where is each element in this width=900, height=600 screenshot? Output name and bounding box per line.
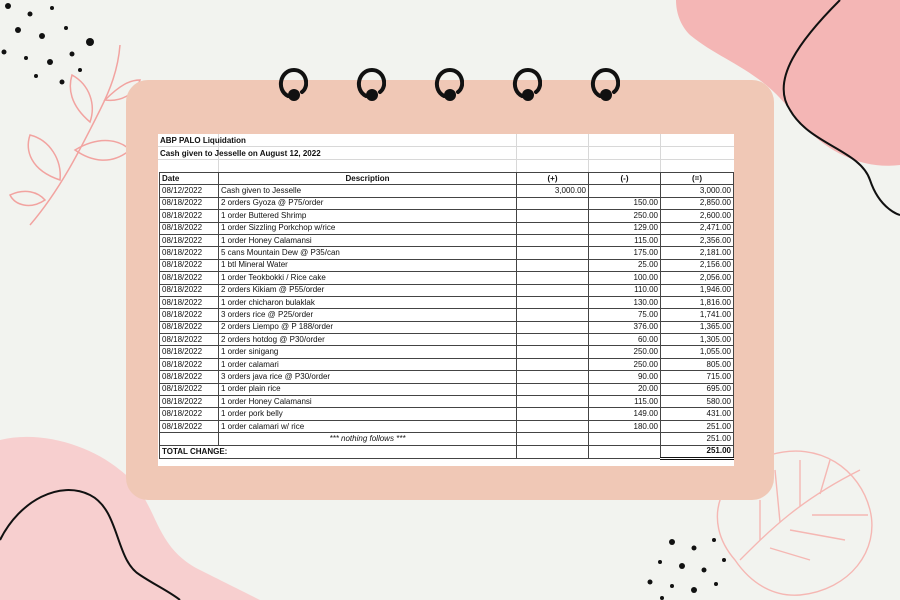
row-description: 1 order sinigang bbox=[219, 346, 517, 358]
table-row bbox=[160, 197, 734, 209]
row-minus bbox=[589, 185, 661, 197]
table-row bbox=[160, 358, 734, 370]
total-change-minus bbox=[589, 445, 661, 458]
row-balance: 2,600.00 bbox=[661, 210, 734, 222]
nothing-follows-row bbox=[160, 433, 734, 445]
row-balance: 580.00 bbox=[661, 396, 734, 408]
binder-ring-icon bbox=[356, 64, 386, 104]
row-plus: 3,000.00 bbox=[517, 185, 589, 197]
row-date: 08/18/2022 bbox=[160, 234, 219, 246]
row-plus bbox=[517, 296, 589, 308]
ledger-body bbox=[160, 185, 734, 459]
row-minus: 250.00 bbox=[589, 210, 661, 222]
nothing-follows-plus bbox=[517, 433, 589, 445]
row-plus bbox=[517, 321, 589, 333]
row-minus: 25.00 bbox=[589, 259, 661, 271]
row-balance: 2,356.00 bbox=[661, 234, 734, 246]
table-row bbox=[160, 247, 734, 259]
table-row bbox=[160, 210, 734, 222]
row-plus bbox=[517, 247, 589, 259]
row-date: 08/18/2022 bbox=[160, 296, 219, 308]
nothing-follows-minus bbox=[589, 433, 661, 445]
row-minus: 150.00 bbox=[589, 197, 661, 209]
table-row bbox=[160, 272, 734, 284]
table-row bbox=[160, 259, 734, 271]
row-balance: 2,156.00 bbox=[661, 259, 734, 271]
leaf-branch-left bbox=[10, 45, 140, 225]
row-plus bbox=[517, 371, 589, 383]
row-date: 08/18/2022 bbox=[160, 334, 219, 346]
row-balance: 695.00 bbox=[661, 383, 734, 395]
table-row bbox=[160, 222, 734, 234]
row-balance: 2,471.00 bbox=[661, 222, 734, 234]
nothing-follows-balance: 251.00 bbox=[661, 433, 734, 445]
column-header-balance: (=) bbox=[661, 173, 734, 185]
total-change-plus bbox=[517, 445, 589, 458]
total-change-row bbox=[160, 445, 734, 458]
row-minus: 130.00 bbox=[589, 296, 661, 308]
row-plus bbox=[517, 396, 589, 408]
row-balance: 1,741.00 bbox=[661, 309, 734, 321]
column-header-plus: (+) bbox=[517, 173, 589, 185]
header-row bbox=[160, 173, 734, 185]
row-description: 1 order Teokbokki / Rice cake bbox=[219, 272, 517, 284]
table-row bbox=[160, 383, 734, 395]
row-minus: 250.00 bbox=[589, 358, 661, 370]
row-date: 08/18/2022 bbox=[160, 346, 219, 358]
row-minus: 115.00 bbox=[589, 234, 661, 246]
row-description: 1 btl Mineral Water bbox=[219, 259, 517, 271]
row-plus bbox=[517, 383, 589, 395]
row-description: 5 cans Mountain Dew @ P35/can bbox=[219, 247, 517, 259]
row-plus bbox=[517, 210, 589, 222]
row-description: 2 orders hotdog @ P30/order bbox=[219, 334, 517, 346]
row-date: 08/18/2022 bbox=[160, 210, 219, 222]
row-plus bbox=[517, 420, 589, 432]
row-date: 08/18/2022 bbox=[160, 396, 219, 408]
row-description: 1 order calamari bbox=[219, 358, 517, 370]
row-balance: 1,365.00 bbox=[661, 321, 734, 333]
row-description: 1 order pork belly bbox=[219, 408, 517, 420]
table-row bbox=[160, 284, 734, 296]
row-date: 08/18/2022 bbox=[160, 259, 219, 271]
row-minus: 149.00 bbox=[589, 408, 661, 420]
row-balance: 2,181.00 bbox=[661, 247, 734, 259]
row-description: 1 order Honey Calamansi bbox=[219, 396, 517, 408]
row-description: 1 order calamari w/ rice bbox=[219, 420, 517, 432]
row-minus: 100.00 bbox=[589, 272, 661, 284]
table-row bbox=[160, 346, 734, 358]
row-balance: 251.00 bbox=[661, 420, 734, 432]
table-row bbox=[160, 321, 734, 333]
row-description: 1 order chicharon bulaklak bbox=[219, 296, 517, 308]
column-header-date: Date bbox=[160, 173, 219, 185]
binder-ring-icon bbox=[434, 64, 464, 104]
row-minus: 175.00 bbox=[589, 247, 661, 259]
row-description: 3 orders java rice @ P30/order bbox=[219, 371, 517, 383]
sheet-subtitle: Cash given to Jesselle on August 12, 2022 bbox=[160, 149, 321, 158]
nothing-follows-date bbox=[160, 433, 219, 445]
row-date: 08/18/2022 bbox=[160, 358, 219, 370]
row-description: 2 orders Kikiam @ P55/order bbox=[219, 284, 517, 296]
row-date: 08/12/2022 bbox=[160, 185, 219, 197]
row-minus: 115.00 bbox=[589, 396, 661, 408]
row-minus: 90.00 bbox=[589, 371, 661, 383]
row-description: 3 orders rice @ P25/order bbox=[219, 309, 517, 321]
row-plus bbox=[517, 408, 589, 420]
row-plus bbox=[517, 284, 589, 296]
row-minus: 250.00 bbox=[589, 346, 661, 358]
row-plus bbox=[517, 197, 589, 209]
row-date: 08/18/2022 bbox=[160, 284, 219, 296]
row-minus: 376.00 bbox=[589, 321, 661, 333]
nothing-follows-note: *** nothing follows *** bbox=[219, 433, 517, 445]
row-balance: 2,056.00 bbox=[661, 272, 734, 284]
table-row bbox=[160, 309, 734, 321]
row-description: 1 order plain rice bbox=[219, 383, 517, 395]
row-minus: 110.00 bbox=[589, 284, 661, 296]
row-date: 08/18/2022 bbox=[160, 383, 219, 395]
row-minus: 129.00 bbox=[589, 222, 661, 234]
column-header-description: Description bbox=[219, 173, 517, 185]
row-description: 1 order Sizzling Porkchop w/rice bbox=[219, 222, 517, 234]
row-date: 08/18/2022 bbox=[160, 371, 219, 383]
row-minus: 60.00 bbox=[589, 334, 661, 346]
dots-bottom-right bbox=[648, 538, 727, 600]
row-plus bbox=[517, 309, 589, 321]
row-plus bbox=[517, 272, 589, 284]
table-row bbox=[160, 234, 734, 246]
row-date: 08/18/2022 bbox=[160, 309, 219, 321]
row-description: 1 order Honey Calamansi bbox=[219, 234, 517, 246]
column-header-minus: (-) bbox=[589, 173, 661, 185]
row-plus bbox=[517, 334, 589, 346]
row-balance: 1,816.00 bbox=[661, 296, 734, 308]
row-minus: 75.00 bbox=[589, 309, 661, 321]
row-description: 1 order Buttered Shrimp bbox=[219, 210, 517, 222]
binder-ring-icon bbox=[512, 64, 542, 104]
total-change-value: 251.00 bbox=[661, 445, 734, 458]
binder-ring-icon bbox=[278, 64, 308, 104]
row-plus bbox=[517, 346, 589, 358]
row-balance: 1,055.00 bbox=[661, 346, 734, 358]
row-balance: 1,946.00 bbox=[661, 284, 734, 296]
total-change-label: TOTAL CHANGE: bbox=[160, 445, 517, 458]
row-minus: 20.00 bbox=[589, 383, 661, 395]
row-date: 08/18/2022 bbox=[160, 247, 219, 259]
row-date: 08/18/2022 bbox=[160, 321, 219, 333]
row-balance: 2,850.00 bbox=[661, 197, 734, 209]
table-row bbox=[160, 396, 734, 408]
sheet-title: ABP PALO Liquidation bbox=[160, 136, 246, 145]
row-plus bbox=[517, 259, 589, 271]
row-date: 08/18/2022 bbox=[160, 272, 219, 284]
row-plus bbox=[517, 234, 589, 246]
row-balance: 715.00 bbox=[661, 371, 734, 383]
row-description: 2 orders Gyoza @ P75/order bbox=[219, 197, 517, 209]
row-balance: 431.00 bbox=[661, 408, 734, 420]
row-date: 08/18/2022 bbox=[160, 222, 219, 234]
row-minus: 180.00 bbox=[589, 420, 661, 432]
table-row bbox=[160, 371, 734, 383]
row-date: 08/18/2022 bbox=[160, 420, 219, 432]
table-row bbox=[160, 334, 734, 346]
row-plus bbox=[517, 222, 589, 234]
table-row bbox=[160, 185, 734, 197]
table-row bbox=[160, 420, 734, 432]
table-row bbox=[160, 296, 734, 308]
row-balance: 1,305.00 bbox=[661, 334, 734, 346]
row-date: 08/18/2022 bbox=[160, 197, 219, 209]
dots-top-left bbox=[2, 3, 95, 85]
row-balance: 805.00 bbox=[661, 358, 734, 370]
table-row bbox=[160, 408, 734, 420]
row-description: Cash given to Jesselle bbox=[219, 185, 517, 197]
row-plus bbox=[517, 358, 589, 370]
row-date: 08/18/2022 bbox=[160, 408, 219, 420]
ledger-table bbox=[159, 172, 734, 460]
binder-ring-icon bbox=[590, 64, 620, 104]
row-balance: 3,000.00 bbox=[661, 185, 734, 197]
spreadsheet bbox=[158, 134, 734, 466]
row-description: 2 orders Liempo @ P 188/order bbox=[219, 321, 517, 333]
